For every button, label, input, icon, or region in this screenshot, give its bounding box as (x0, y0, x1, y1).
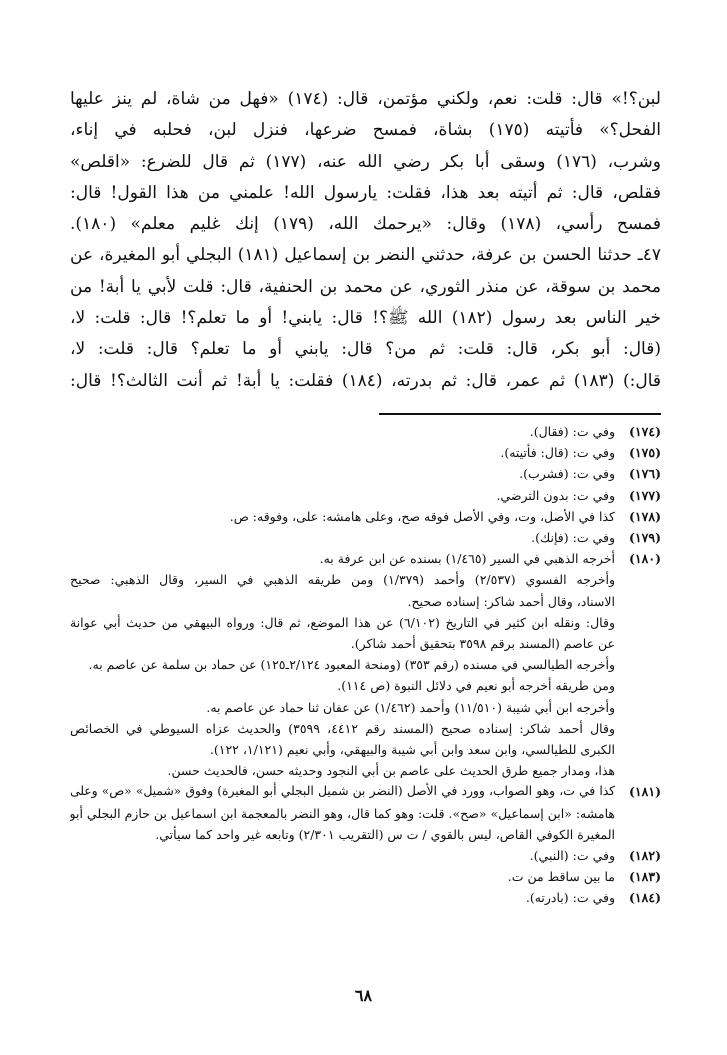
footnote-number: (١٧٤) (629, 423, 661, 439)
main-text-line: فمسح رأسي، (١٧٨) وقال: «يرحمك الله، (١٧٩) إنك غليم معلم» (١٨٠). (70, 214, 661, 235)
footnote-181 (70, 781, 661, 845)
footnote-line: عن عاصم (المسند برقم ٣٥٩٨ بتحقيق أحمد شاكر). (350, 636, 615, 651)
footnote-line: كذا في الأصل، وت، وفي الأصل فوقه صح، وعلى هامشه: على، وفوقه: ص. (229, 508, 615, 524)
footnote-number: (١٧٦) (629, 466, 661, 482)
footnote-line: وفي ت: بدون الترضي. (496, 487, 615, 503)
footnote-line: ما بين ساقط من ت. (507, 869, 615, 885)
footnote-number: (١٧٧) (629, 487, 661, 503)
footnote-body (70, 463, 615, 484)
footnote-body (70, 527, 615, 548)
footnote-line: ومن طريقه أخرجه أبو نعيم في دلائل النبوة (ص ١١٤). (337, 678, 615, 694)
footnote-body (70, 485, 615, 506)
footnote-separator (379, 413, 661, 415)
footnote-180 (70, 548, 661, 781)
main-text-line: لبن؟!» قال: قلت: نعم، ولكني مؤتمن، قال: (١٧٤) «فهل من شاة، لم ينز عليها (70, 89, 661, 109)
footnote-line: وفي ت: (النبي). (529, 848, 615, 864)
footnote-body (70, 548, 615, 781)
footnote-body (70, 442, 615, 463)
footnote-body (70, 887, 615, 908)
main-text-line: خير الناس بعد رسول (١٨٢) الله ﷺ؟! قال: يابني! أو ما تعلم؟! قال: قلت: لا، (70, 308, 661, 329)
main-text-line: ٤٧ـ حدثنا الحسن بن عرفة، حدثني النضر بن إسماعيل (١٨١) البجلي أبو المغيرة، عن (70, 245, 661, 266)
footnote-number: (١٧٩) (629, 529, 661, 545)
footnote-line: المغيرة الكوفي القاص، ليس بالقوي / ت س (التقريب ٢/٣٠١) وتابعه غير واحد كما سيأتي. (155, 826, 615, 842)
footnote-body (70, 421, 615, 442)
footnote-line: وقال أحمد شاكر: إسناده صحيح (المسند رقم ٤٤١٢، ٣٥٩٩) والحديث عزاه السيوطي في الخصائص (70, 720, 615, 736)
footnote-line: وقال: ونقله ابن كثير في التاريخ (٦/١٠٢) عن هذا الموضع، ثم قال: ورواه البيهقي من حديث أبي عوانة (70, 614, 615, 630)
footnote-line: الكبرى للطيالسي، وابن سعد وابن أبي شيبة والبيهقي، وأبي نعيم (١/١٢١، ١٢٢). (209, 742, 615, 758)
main-text-line: محمد بن سوقة، عن منذر الثوري، عن محمد بن الحنفية، قال: قلت لأبي يا أبة! من (70, 276, 661, 297)
footnote-176 (70, 463, 661, 484)
main-text-line: وشرب، (١٧٦) وسقى أبا بكر رضي الله عنه، (١٧٧) ثم قال للضرع: «اقلص» (70, 151, 661, 172)
footnotes (70, 421, 661, 909)
footnote-177 (70, 485, 661, 506)
footnote-179 (70, 527, 661, 548)
footnote-184 (70, 887, 661, 908)
footnote-line: وفي ت: (قال: فأتيته). (500, 445, 615, 461)
main-text-line: الفحل؟» فأتيته (١٧٥) بشاة، فمسح ضرعها، فنزل لبن، فحلبه في إناء، (70, 120, 661, 141)
footnote-line: وأخرجه الفسوي (٢/٥٣٧) وأحمد (١/٣٧٩) ومن طريقه الذهبي في السير، وقال الذهبي: صحيح (70, 572, 615, 588)
footnote-174 (70, 421, 661, 442)
footnote-178 (70, 506, 661, 527)
footnote-182 (70, 845, 661, 866)
footnote-number: (١٧٨) (629, 508, 661, 524)
footnote-line: هامشه: «ابن إسماعيل» «صح». قلت: وهو كما قال، وهو النضر بالمعجمة ابن اسماعيل بن حازم البجلي أبو (70, 805, 615, 821)
footnote-line: وأخرجه الطيالسي في مسنده (رقم ٣٥٣) (ومنحة المعبود ٢/١٢٤ـ١٢٥) عن حماد بن سلمة عن عاصم به. (88, 657, 615, 673)
footnote-number: (١٨٣) (629, 869, 661, 885)
footnote-line: أخرجه الذهبي في السير (١/٤٦٥) بسنده عن ابن عرفة به. (319, 551, 615, 567)
main-text-line: قال:) (١٨٣) ثم عمر، قال: ثم بدرته، (١٨٤) فقلت: يا أبة! ثم أنت الثالث؟! قال: (70, 370, 661, 391)
main-text-line: فقلص، قال: ثم أتيته بعد هذا، فقلت: يارسول الله! علمني من هذا القول! قال: (70, 182, 661, 203)
footnote-line: وفي ت: (بادرته). (525, 890, 615, 906)
footnote-line: وأخرجه ابن أبي شيبة (١١/٥١٠) وأحمد (١/٤٦٢) عن عفان ثنا حماد عن عاصم به. (206, 699, 615, 715)
footnote-number: (١٨٢) (629, 848, 661, 864)
footnote-body (70, 845, 615, 866)
main-text (70, 84, 661, 397)
footnote-line: هذا، ومدار جميع طرق الحديث على عاصم بن أبي النجود وحديثه حسن، فالحديث حسن. (167, 763, 615, 779)
footnote-number: (١٨٠) (629, 551, 661, 567)
footnote-body (70, 506, 615, 527)
footnote-line: وفي ت: (فشرب). (519, 466, 615, 482)
footnote-body (70, 781, 615, 845)
footnote-number: (١٨٤) (629, 890, 661, 906)
footnote-number: (١٧٥) (629, 445, 661, 461)
footnote-number: (١٨١) (629, 784, 661, 800)
footnote-line: وفي ت: (فإنك). (531, 529, 615, 545)
footnote-line: وفي ت: (فقال). (529, 423, 615, 439)
page-number: ٦٨ (354, 986, 373, 1005)
footnote-line: الاسناد، وقال أحمد شاكر: إسناده صحيح. (407, 593, 615, 609)
footnote-183 (70, 866, 661, 887)
footnote-175 (70, 442, 661, 463)
footnote-line: كذا في ت، وهو الصواب، وورد في الأصل (النضر بن شميل البجلي أبو المغيرة) وفوق «شميل» «ص» وعلى (70, 784, 615, 799)
main-text-line: (قال: أبو بكر، قال: قلت: ثم من؟ قال: يابني أو ما تعلم؟ قال: قلت: لا، (70, 339, 661, 360)
footnote-body (70, 866, 615, 887)
